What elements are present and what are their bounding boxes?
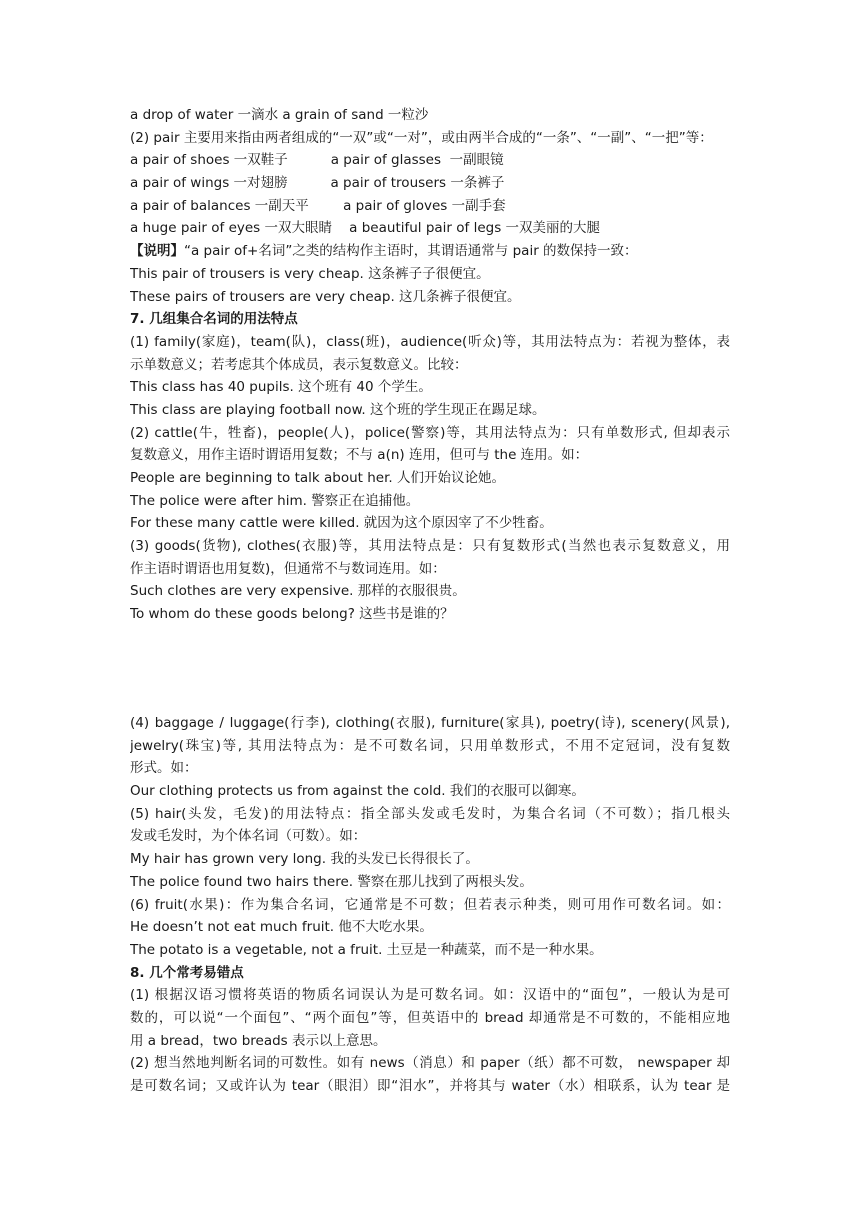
paragraph-line: 作主语时谓语也用复数)，但通常不与数词连用。如： [130, 560, 446, 577]
text-line: a huge pair of eyes 一双大眼睛 a beautiful pair of legs 一双美丽的大腿 [130, 220, 601, 237]
paragraph-line: 数的，可以说“一个面包”、“两个面包”等，但英语中的 bread 却通常是不可数的，不能相应地 [130, 1009, 730, 1026]
example-line: Our clothing protects us from against the cold. 我们的衣服可以御寒。 [130, 783, 585, 800]
paragraph-line: (1) family(家庭)，team(队)，class(班)，audience(听众)等，其用法特点为：若视为整体，表 [130, 333, 730, 350]
example-line: The police found two hairs there. 警察在那儿找到了两根头发。 [130, 873, 533, 890]
note-label: 【说明】 [130, 243, 184, 260]
text-line: This pair of trousers is very cheap. 这条裤子子很便宜。 [130, 265, 490, 282]
paragraph-line: 示单数意义；若考虑其个体成员，表示复数意义。比较： [130, 356, 468, 373]
paragraph-line: (1) 根据汉语习惯将英语的物质名词误认为是可数名词。如：汉语中的“面包”，一般认为是可 [130, 987, 730, 1004]
example-line: My hair has grown very long. 我的头发已长得很长了。 [130, 851, 479, 868]
example-line: Such clothes are very expensive. 那样的衣服很贵。 [130, 583, 466, 600]
example-line: He doesn’t not eat much fruit. 他不大吃水果。 [130, 919, 433, 936]
paragraph-line: jewelry(珠宝)等, 其用法特点为：是不可数名词，只用单数形式，不用不定冠词，没有复数 [130, 737, 730, 754]
lower-text-block [130, 712, 730, 1098]
example-line: The police were after him. 警察正在追捕他。 [130, 492, 420, 509]
example-line: The potato is a vegetable, not a fruit. 土豆是一种蔬菜，而不是一种水果。 [130, 941, 603, 958]
paragraph-line: 形式。如： [130, 760, 198, 777]
example-line: This class has 40 pupils. 这个班有 40 个学生。 [130, 379, 432, 396]
example-line: People are beginning to talk about her. 人们开始议论她。 [130, 470, 506, 486]
paragraph-line: 复数意义，用作主语时谓语用复数；不与 a(n) 连用，但可与 the 连用。如： [130, 447, 589, 464]
paragraph-line: 是可数名词；又或许认为 tear（眼泪）即“泪水”，并将其与 water（水）相联系，认为 tear 是 [130, 1078, 730, 1094]
example-line: This class are playing football now. 这个班的学生现正在踢足球。 [130, 401, 546, 418]
heading-8: 8. 几个常考易错点 [130, 964, 244, 981]
text-line: a drop of water 一滴水 a grain of sand 一粒沙 [130, 107, 429, 123]
text-line: a pair of shoes 一双鞋子 a pair of glasses 一副眼镜 [130, 152, 504, 169]
example-line: For these many cattle were killed. 就因为这个原因宰了不少牲畜。 [130, 515, 553, 532]
example-line: To whom do these goods belong? 这些书是谁的？ [130, 606, 454, 623]
paragraph-line: 用 a bread，two breads 表示以上意思。 [130, 1032, 387, 1049]
paragraph-line: (6) fruit(水果)：作为集合名词，它通常是不可数；但若表示种类，则可用作可数名词。如： [130, 896, 730, 913]
text-line: a pair of balances 一副天平 a pair of gloves 一副手套 [130, 197, 506, 214]
paragraph-line: 发或毛发时，为个体名词（可数）。如： [130, 828, 367, 845]
paragraph-line: (3) goods(货物), clothes(衣服)等，其用法特点是：只有复数形式(当然也表示复数意义，用 [130, 538, 730, 555]
text-line: These pairs of trousers are very cheap. 这几条裤子很便宜。 [130, 288, 521, 305]
text-line: (2) pair 主要用来指由两者组成的“一双”或“一对”，或由两半合成的“一条”、“一副”、“一把”等： [130, 129, 713, 146]
paragraph-line: (5) hair(头发，毛发)的用法特点：指全部头发或毛发时，为集合名词（不可数）；指几根头 [130, 805, 730, 822]
upper-text-block [130, 104, 730, 626]
paragraph-line: (2) 想当然地判断名词的可数性。如有 news（消息）和 paper（纸）都不可数， newspaper 却 [130, 1055, 730, 1072]
text-line: a pair of wings 一对翅膀 a pair of trousers 一条裤子 [130, 175, 505, 192]
note-text: “a pair of+名词”之类的结构作主语时，其谓语通常与 pair 的数保持一致： [184, 243, 638, 260]
note-line [130, 240, 730, 263]
heading-7: 7. 几组集合名词的用法特点 [130, 311, 298, 328]
paragraph-line: (4) baggage / luggage(行李), clothing(衣服), furniture(家具), poetry(诗), scenery(风景), [130, 715, 730, 731]
paragraph-line: (2) cattle(牛，牲畜)，people(人)，police(警察)等，其用法特点为：只有单数形式, 但却表示 [130, 424, 730, 441]
